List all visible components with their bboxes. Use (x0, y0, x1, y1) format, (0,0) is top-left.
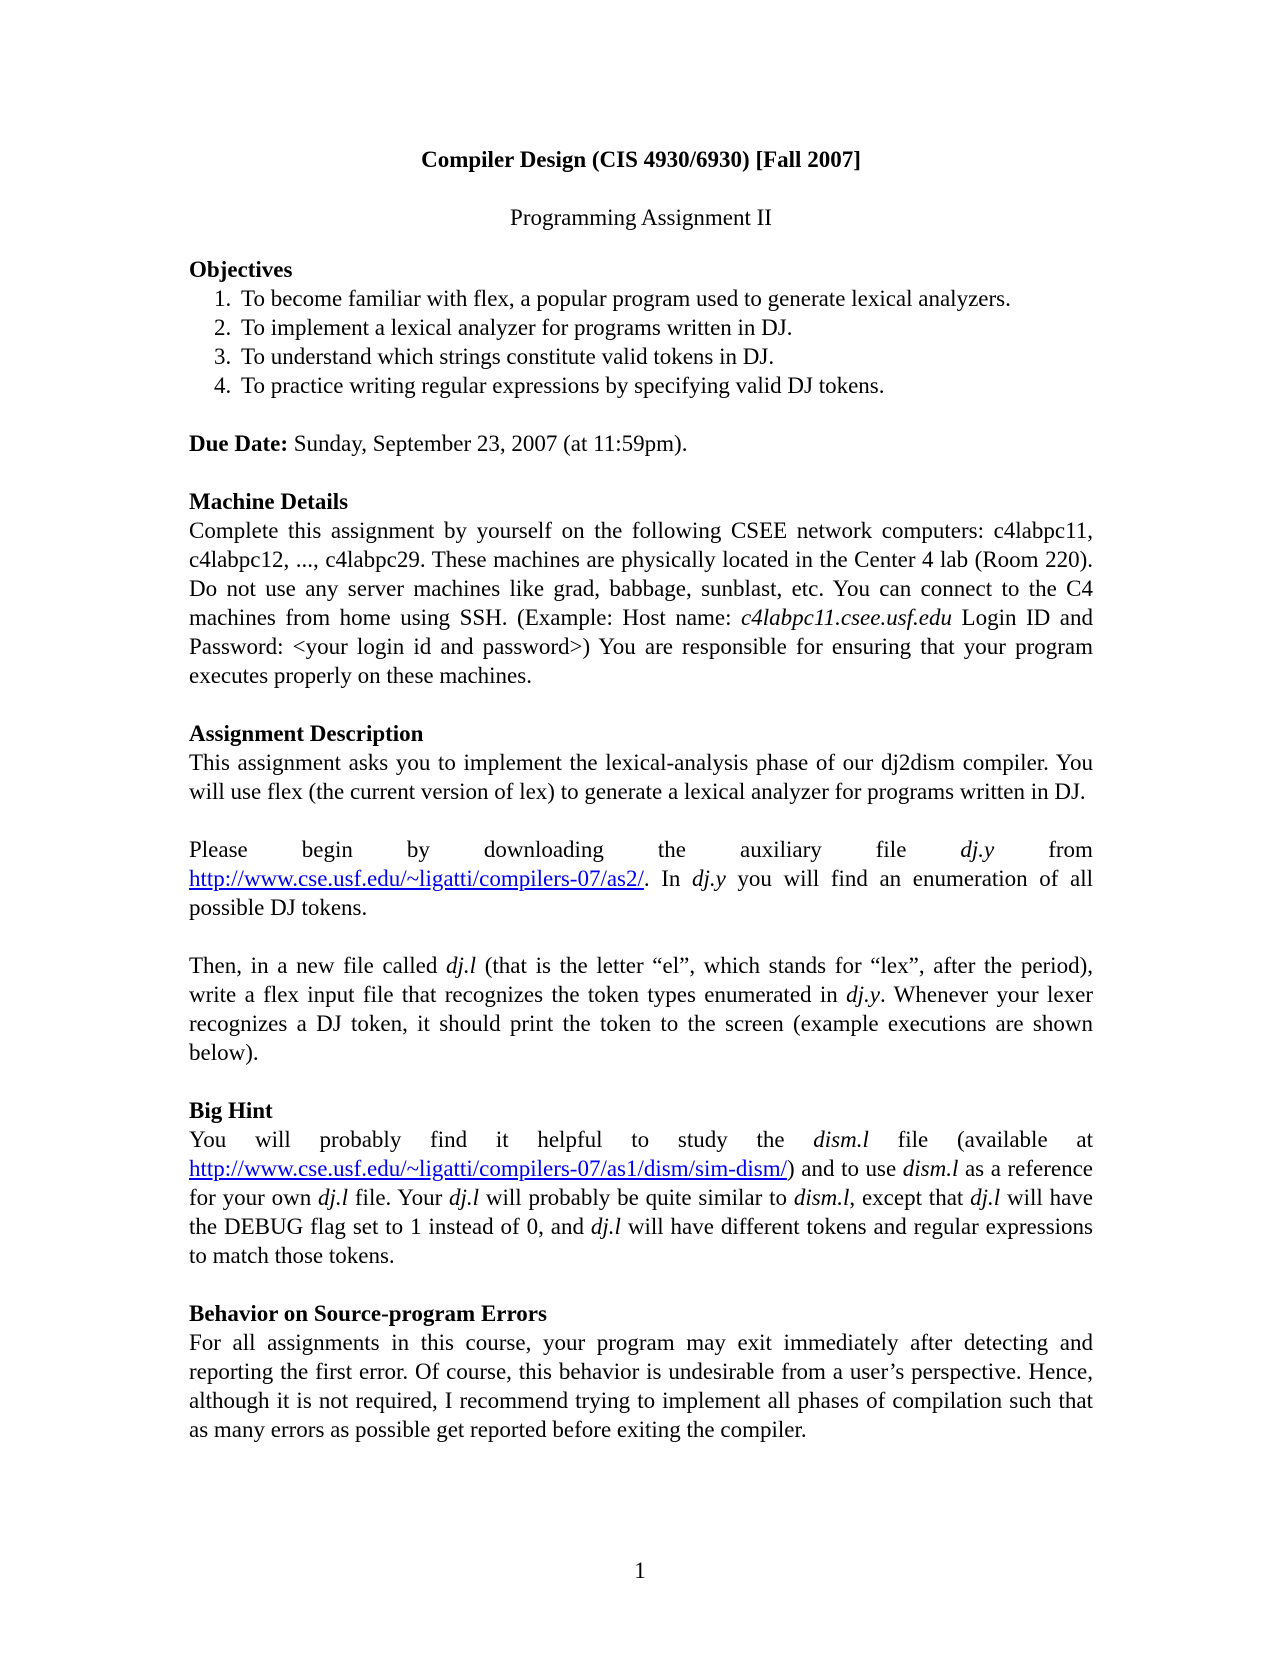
errors-section (189, 1299, 1093, 1444)
page-subtitle: Programming Assignment II (510, 205, 772, 230)
file-name: dism.l (902, 1156, 959, 1181)
machine-details-section (189, 487, 1093, 690)
word: file (875, 837, 907, 862)
sim-dism-link[interactable]: http://www.cse.usf.edu/~ligatti/compilers-07/as1/dism/sim-dism/ (189, 1156, 788, 1181)
big-hint-section (189, 1096, 1093, 1270)
due-date-value: Sunday, September 23, 2007 (at 11:59pm). (288, 431, 688, 456)
word: auxiliary (740, 837, 822, 862)
big-hint-heading: Big Hint (189, 1098, 273, 1123)
assignment-paragraph-2-rest (189, 864, 1093, 922)
text: . Whenever your lexer recognizes a DJ token, it should print the token to the screen (example executions are shown below). (189, 982, 1093, 1065)
errors-paragraph: For all assignments in this course, your program may exit immediately after detecting and reporting the first error. Of course, this behavior is undesirable from a user’s perspective. Hence, although it is not required, I recommend trying to implement all phases of compilation such that as many errors as possible get reported before exiting the compiler. (189, 1330, 1093, 1442)
text: file. Your (348, 1185, 450, 1210)
text: . In (643, 866, 692, 891)
assignment-description-section (189, 719, 1093, 1067)
text: Then, in a new file called (189, 953, 447, 978)
assignment-paragraph-3 (189, 951, 1093, 1067)
page-number: 1 (634, 1558, 646, 1583)
text: will probably be quite similar to (479, 1185, 794, 1210)
file-name: dism.l (793, 1185, 850, 1210)
file-name: dj.y (960, 837, 995, 862)
due-date (189, 429, 1093, 458)
host-name: c4labpc11.csee.usf.edu (741, 605, 953, 630)
word: from (1048, 837, 1093, 862)
file-name: dj.y (691, 866, 726, 891)
list-item: 4. To practice writing regular expressions by specifying valid DJ tokens. (237, 371, 1093, 400)
text: (that is the letter “el”, which stands for “lex”, after the period), write a flex input file that recognizes the token types enumerated in (189, 953, 1093, 1007)
machine-details-heading: Machine Details (189, 489, 349, 514)
machine-text-2: Login ID and Password: <your login id and password>) You are responsible for ensuring that your program executes properly on these machines. (189, 605, 1093, 688)
text: you will find an enumeration of all possible DJ tokens. (189, 866, 1093, 920)
list-item: 3. To understand which strings constitute valid tokens in DJ. (237, 342, 1093, 371)
machine-details-paragraph (189, 516, 1093, 690)
word: by (406, 837, 430, 862)
assignment-paragraph-1: This assignment asks you to implement the lexical-analysis phase of our dj2dism compiler. You will use flex (the current version of lex) to generate a lexical analyzer for programs written in DJ. (189, 750, 1093, 804)
text: will have the DEBUG flag set to 1 instead of 0, and (189, 1185, 1093, 1239)
due-date-label: Due Date: (189, 431, 288, 456)
text: , except that (849, 1185, 971, 1210)
assignment-description-heading: Assignment Description (189, 721, 424, 746)
file-name: dj.l (970, 1185, 1001, 1210)
file-name: dj.l (446, 953, 477, 978)
file-name: dj.y (846, 982, 880, 1007)
text: file (available at (868, 1127, 1093, 1152)
page-title: Compiler Design (CIS 4930/6930) [Fall 2007] (421, 147, 861, 172)
word: the (657, 837, 687, 862)
file-name: dj.l (590, 1214, 621, 1239)
word: downloading (483, 837, 604, 862)
list-item: 1. To become familiar with flex, a popular program used to generate lexical analyzers. (237, 284, 1093, 313)
objectives-section (189, 255, 1093, 400)
file-name: dj.l (449, 1185, 480, 1210)
spread-line (189, 835, 1093, 864)
machine-text-1: Complete this assignment by yourself on the following CSEE network computers: c4labpc11, c4labpc12, ..., c4labpc29. These machines are physically located in the Center 4 lab (Room 220). Do not use any server machines like grad, babbage, sunblast, etc. You can connect to the C4 machines from home using SSH. (Example: Host name: (189, 518, 1093, 630)
text: You will probably find it helpful to study the (189, 1127, 814, 1152)
document-page (189, 143, 1093, 1444)
big-hint-paragraph (189, 1125, 1093, 1270)
text: will have different tokens and regular expressions to match those tokens. (189, 1214, 1094, 1268)
as2-link[interactable]: http://www.cse.usf.edu/~ligatti/compilers-07/as2/ (189, 866, 644, 891)
file-name: dism.l (813, 1127, 869, 1152)
text: ) and to use (787, 1156, 903, 1181)
objectives-list (189, 284, 1093, 400)
word: begin (301, 837, 353, 862)
list-item: 2. To implement a lexical analyzer for programs written in DJ. (237, 313, 1093, 342)
text: as a reference for your own (189, 1156, 1093, 1210)
objectives-heading: Objectives (189, 257, 293, 282)
assignment-paragraph-2 (189, 835, 1093, 922)
word: Please (189, 837, 248, 862)
errors-heading: Behavior on Source-program Errors (189, 1301, 547, 1326)
file-name: dj.l (318, 1185, 349, 1210)
